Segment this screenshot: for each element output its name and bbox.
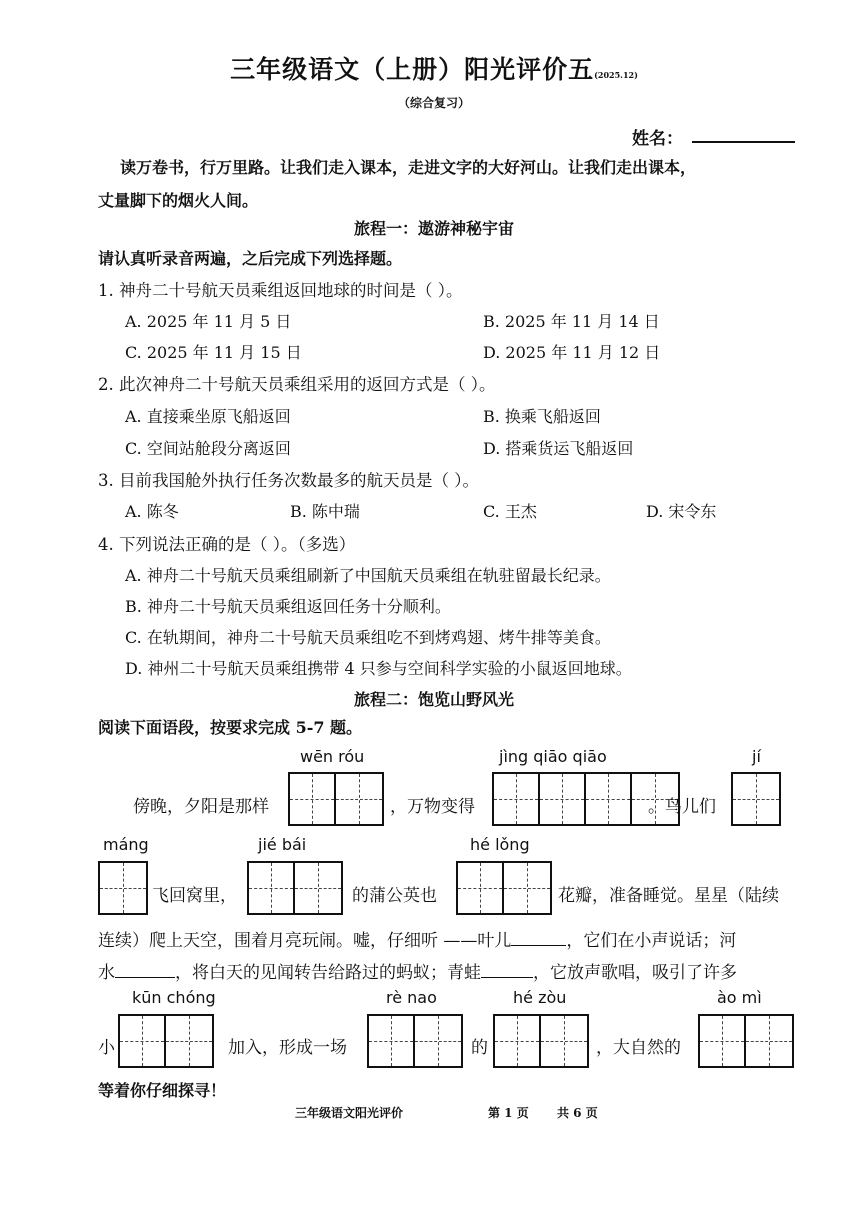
q4-option-a[interactable]: A. 神舟二十号航天员乘组刷新了中国航天员乘组在轨驻留最长纪录。 [125, 566, 611, 585]
intro-line-2: 丈量脚下的烟火人间。 [98, 191, 259, 210]
name-label: 姓名： [632, 129, 683, 149]
para-line3-b: ，它们在小声说话；河 [566, 931, 737, 951]
blank-yeer[interactable] [511, 931, 566, 946]
page-subtitle: （综合复习） [397, 96, 470, 110]
para-line1-b: ，万物变得 [390, 797, 475, 817]
tianzige-mang[interactable] [98, 861, 148, 915]
para-line4-a: 水 [98, 963, 115, 983]
para-line5-a: 小 [98, 1038, 115, 1058]
q3-option-d[interactable]: D. 宋令东 [646, 502, 717, 521]
pinyin-hezou: hé zòu [513, 988, 567, 1007]
q1-option-d[interactable]: D. 2025 年 11 月 12 日 [483, 343, 661, 362]
para-line5-d: ，大自然的 [596, 1038, 681, 1058]
q4-option-b[interactable]: B. 神舟二十号航天员乘组返回任务十分顺利。 [125, 597, 451, 616]
para-line2-b: 的蒲公英也 [352, 886, 437, 906]
tianzige-jiebai[interactable] [247, 861, 343, 915]
q4-option-c[interactable]: C. 在轨期间，神舟二十号航天员乘组吃不到烤鸡翅、烤牛排等美食。 [125, 628, 611, 647]
q3-option-a[interactable]: A. 陈冬 [125, 502, 179, 521]
title-date: (2025.12) [594, 70, 638, 80]
para-line3 [98, 926, 736, 951]
section1-instruction: 请认真听录音两遍，之后完成下列选择题。 [98, 249, 403, 268]
q1-option-b[interactable]: B. 2025 年 11 月 14 日 [483, 312, 660, 331]
tianzige-hezou[interactable] [493, 1014, 589, 1068]
name-blank[interactable] [692, 141, 795, 143]
footer-total: 共 6 页 [557, 1106, 598, 1120]
q2-option-d[interactable]: D. 搭乘货运飞船返回 [483, 439, 634, 458]
para-line2-c: 花瓣，准备睡觉。星星（陆续 [558, 886, 779, 906]
q2-option-b[interactable]: B. 换乘飞船返回 [483, 407, 601, 426]
para-line5-c: 的 [471, 1038, 488, 1058]
q3-option-b[interactable]: B. 陈中瑞 [290, 502, 360, 521]
para-line2-a: 飞回窝里， [152, 886, 237, 906]
pinyin-aomi: ào mì [717, 988, 762, 1007]
footer-label: 三年级语文阳光评价 [295, 1106, 404, 1120]
tianzige-wenrou[interactable] [288, 772, 384, 826]
q2-option-c[interactable]: C. 空间站舱段分离返回 [125, 439, 291, 458]
q3-option-c[interactable]: C. 王杰 [483, 502, 537, 521]
footer-page: 第 1 页 [488, 1106, 529, 1120]
page-title [0, 50, 868, 86]
tianzige-ji[interactable] [731, 772, 781, 826]
pinyin-wenrou: wēn róu [300, 747, 365, 766]
q4-option-d[interactable]: D. 神州二十号航天员乘组携带 4 只参与空间科学实验的小鼠返回地球。 [125, 659, 632, 678]
tianzige-helong[interactable] [456, 861, 552, 915]
section2-instruction: 阅读下面语段，按要求完成 5-7 题。 [98, 718, 363, 737]
question-3-stem: 3. 目前我国舱外执行任务次数最多的航天员是（ ）。 [98, 471, 479, 490]
para-line5-b: 加入，形成一场 [228, 1038, 347, 1058]
intro-line-1: 读万卷书，行万里路。让我们走入课本，走进文字的大好河山。让我们走出课本， [120, 158, 697, 177]
tianzige-renao[interactable] [367, 1014, 463, 1068]
para-line3-text: 连续）爬上天空，围着月亮玩闹。嘘，仔细听 ——叶儿 [98, 931, 512, 951]
question-4-stem: 4. 下列说法正确的是（ ）。（多选） [98, 535, 356, 554]
question-1-stem: 1. 神舟二十号航天员乘组返回地球的时间是（ ）。 [98, 281, 463, 300]
blank-heshui[interactable] [115, 963, 175, 978]
title-text: 三年级语文（上册）阳光评价五 [230, 55, 595, 84]
pinyin-ji: jí [752, 747, 761, 766]
q1-option-c[interactable]: C. 2025 年 11 月 15 日 [125, 343, 302, 362]
pinyin-mang: máng [103, 835, 149, 854]
tianzige-kunchong[interactable] [118, 1014, 214, 1068]
para-line1-a: 傍晚，夕阳是那样 [133, 797, 269, 817]
pinyin-jiebai: jié bái [258, 835, 307, 854]
blank-qingwa[interactable] [481, 963, 533, 978]
tianzige-aomi[interactable] [698, 1014, 794, 1068]
para-line6: 等着你仔细探寻！ [98, 1081, 227, 1100]
para-line4 [98, 958, 737, 983]
pinyin-kunchong: kūn chóng [132, 988, 216, 1007]
question-2-stem: 2. 此次神舟二十号航天员乘组采用的返回方式是（ ）。 [98, 375, 496, 394]
q1-option-a[interactable]: A. 2025 年 11 月 5 日 [125, 312, 292, 331]
para-line4-b: ，将白天的见闻转告给路过的蚂蚁；青蛙 [175, 963, 481, 983]
section2-title: 旅程二：饱览山野风光 [353, 690, 514, 709]
para-line1-c: 。鸟儿们 [648, 797, 716, 817]
section1-title: 旅程一：遨游神秘宇宙 [353, 219, 514, 238]
q2-option-a[interactable]: A. 直接乘坐原飞船返回 [125, 407, 291, 426]
para-line4-c: ，它放声歌唱，吸引了许多 [533, 963, 737, 983]
pinyin-helong: hé lǒng [470, 835, 530, 854]
pinyin-renao: rè nao [386, 988, 437, 1007]
pinyin-jingqiaoqiao: jìng qiāo qiāo [499, 747, 607, 766]
